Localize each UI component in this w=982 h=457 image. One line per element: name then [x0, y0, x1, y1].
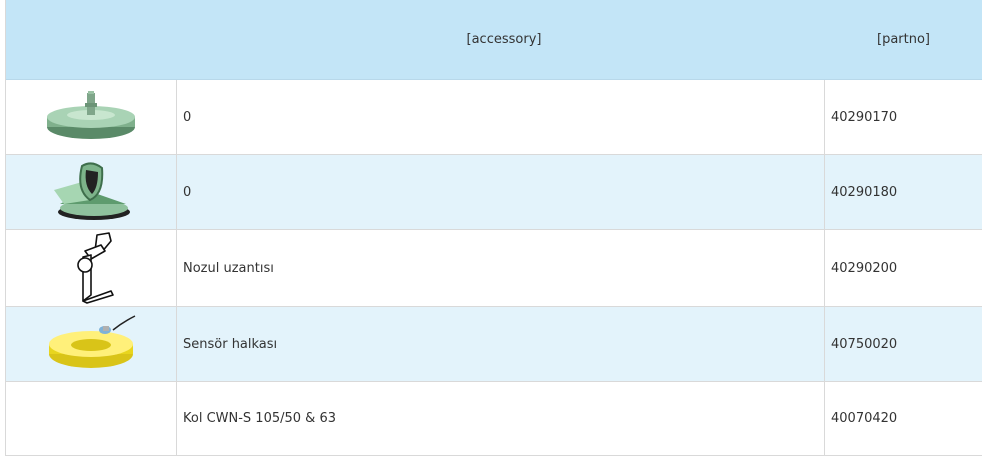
nozzle-bracket-icon: [61, 231, 121, 305]
image-cell: [6, 80, 177, 154]
sensor-ring-icon: [43, 314, 139, 374]
part-number: 40070420: [831, 411, 898, 426]
accessory-name-cell: [177, 230, 825, 306]
table-row: [6, 382, 982, 456]
part-number: 40290170: [831, 109, 898, 125]
partno-cell: [825, 307, 982, 381]
accessory-name-cell: [177, 307, 825, 381]
table-row: [6, 80, 982, 155]
header-partno-label: [partno]: [877, 32, 930, 47]
magnetic-base-icon: [43, 87, 139, 147]
part-number: 40290200: [831, 260, 898, 276]
accessory-name: 0: [183, 184, 192, 200]
header-image-cell: [6, 0, 177, 79]
header-partno-cell: [825, 0, 982, 79]
partno-cell: [825, 230, 982, 306]
part-number: 40750020: [831, 336, 898, 352]
image-cell: [6, 155, 177, 229]
accessory-table: [5, 0, 982, 456]
table-row: [6, 230, 982, 307]
accessory-name: 0: [183, 109, 192, 125]
table-row: [6, 307, 982, 382]
accessory-name: Sensör halkası: [183, 336, 278, 352]
accessory-name: Kol CWN-S 105/50 & 63: [183, 411, 336, 426]
suction-cup-handle-icon: [46, 160, 136, 224]
accessory-name-cell: [177, 80, 825, 154]
header-accessory-label: [accessory]: [466, 32, 542, 47]
partno-cell: [825, 80, 982, 154]
partno-cell: [825, 155, 982, 229]
image-cell: [6, 382, 177, 455]
table-header-row: [6, 0, 982, 80]
image-cell: [6, 307, 177, 381]
part-number: 40290180: [831, 184, 898, 200]
accessory-name-cell: [177, 382, 825, 455]
table-row: [6, 155, 982, 230]
accessory-name: Nozul uzantısı: [183, 260, 274, 276]
accessory-name-cell: [177, 155, 825, 229]
partno-cell: [825, 382, 982, 455]
header-accessory-cell: [177, 0, 825, 79]
image-cell: [6, 230, 177, 306]
